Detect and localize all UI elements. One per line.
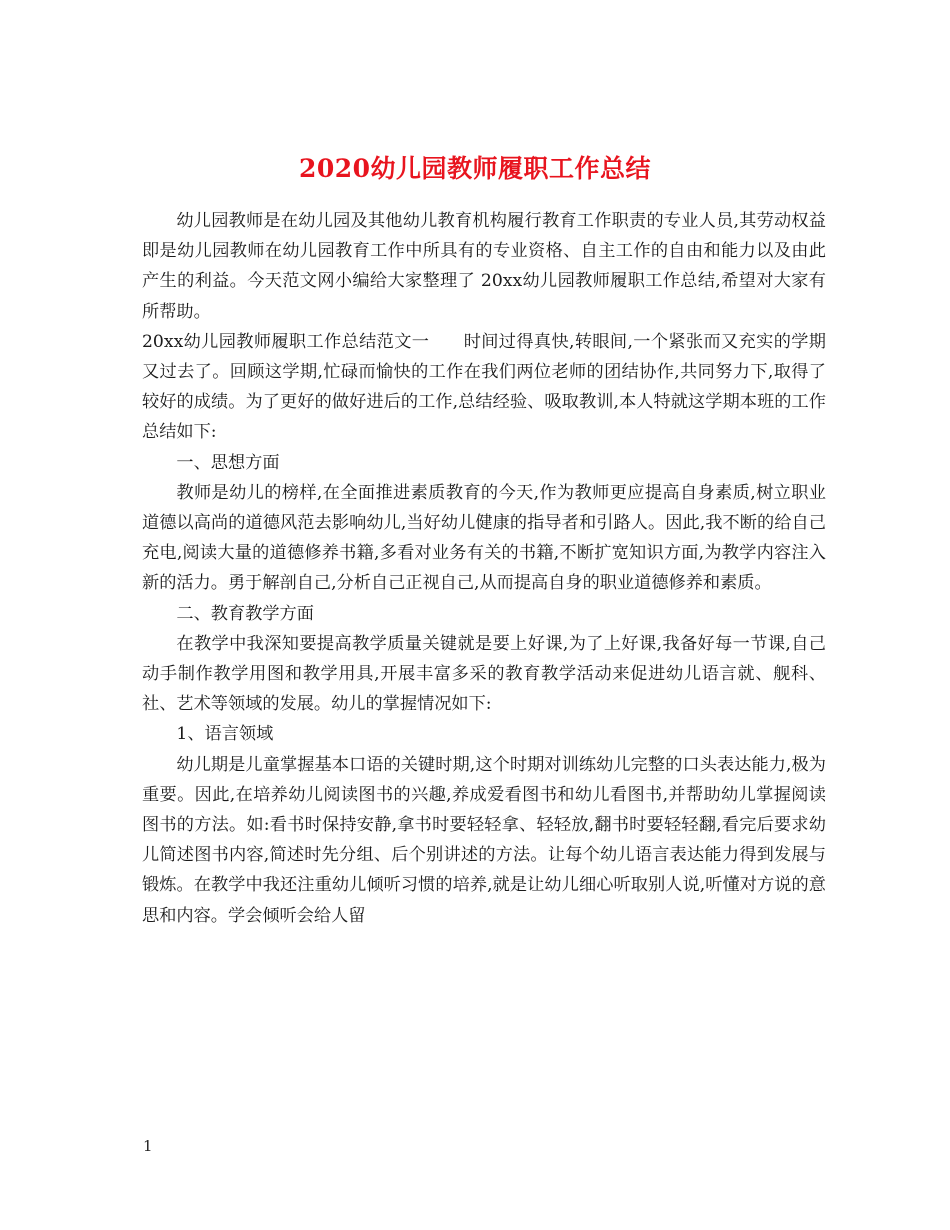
- section-text-teaching: 在教学中我深知要提高教学质量关键就是要上好课,为了上好课,我备好每一节课,自己动手制作教学用图和教学用具,开展丰富多采的教育教学活动来促进幼儿语言就、舰科、社、艺术等领域的发展。幼儿的掌握情况如下:: [142, 633, 826, 715]
- subsection-heading-language: 1、语言领域: [176, 724, 274, 745]
- subsection-text-language: 幼儿期是儿童掌握基本口语的关键时期,这个时期对训练幼儿完整的口头表达能力,极为重要。因此,在培养幼儿阅读图书的兴趣,养成爱看图书和幼儿看图书,并帮助幼儿掌握阅读图书的方法。如:看书时保持安静,拿书时要轻轻拿、轻轻放,翻书时要轻轻翻,看完后要求幼儿简述图书内容,简述时先分组、后个别讲述的方法。让每个幼儿语言表达能力得到发展与锻炼。在教学中我还注重幼儿倾听习惯的培养,就是让幼儿细心听取别人说,听懂对方说的意思和内容。学会倾听会给人留: [142, 754, 826, 926]
- sample-heading: 20xx幼儿园教师履职工作总结范文一: [142, 331, 430, 352]
- section-heading-thought: 一、思想方面: [176, 452, 280, 473]
- sample-paragraph: [142, 327, 826, 448]
- page-number: 1: [143, 1137, 153, 1155]
- intro-paragraph: 幼儿园教师是在幼儿园及其他幼儿教育机构履行教育工作职责的专业人员,其劳动权益即是幼儿园教师在幼儿园教育工作中所具有的专业资格、自主工作的自由和能力以及由此产生的利益。今天范文网小编给大家整理了 20xx幼儿园教师履职工作总结,希望对大家有所帮助。: [142, 211, 826, 322]
- section-text-thought: 教师是幼儿的榜样,在全面推进素质教育的今天,作为教师更应提高自身素质,树立职业道德以高尚的道德风范去影响幼儿,当好幼儿健康的指导者和引路人。因此,我不断的给自己充电,阅读大量的道德修养书籍,多看对业务有关的书籍,不断扩宽知识方面,为教学内容注入新的活力。勇于解剖自己,分析自己正视自己,从而提高自身的职业道德修养和素质。: [142, 482, 826, 594]
- document-body: [142, 206, 826, 931]
- section-heading-teaching: 二、教育教学方面: [176, 603, 314, 624]
- sample-opening-text: 时间过得真快,转眼间,一个紧张而又充实的学期又过去了。回顾这学期,忙碌而愉快的工作在我们两位老师的团结协作,共同努力下,取得了较好的成绩。为了更好的做好进后的工作,总结经验、吸取教训,本人特就这学期本班的工作总结如下:: [142, 331, 826, 443]
- document-title: 2020幼儿园教师履职工作总结: [298, 153, 652, 183]
